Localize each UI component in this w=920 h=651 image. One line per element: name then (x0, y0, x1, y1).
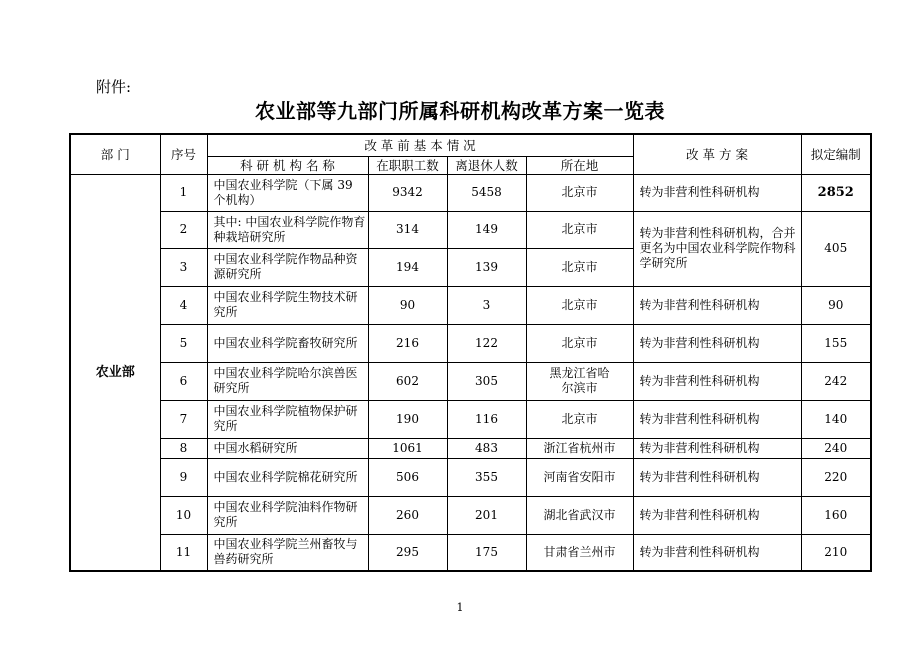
plan-cell: 转为非营利性科研机构 (633, 324, 801, 362)
staff-cell: 1061 (368, 438, 447, 458)
location-cell: 湖北省武汉市 (526, 496, 633, 534)
retired-cell: 201 (447, 496, 526, 534)
institution-cell: 其中: 中国农业科学院作物育种栽培研究所 (207, 211, 368, 248)
quota-cell: 240 (801, 438, 871, 458)
institution-cell: 中国农业科学院哈尔滨兽医研究所 (207, 362, 368, 400)
quota-cell: 160 (801, 496, 871, 534)
plan-cell: 转为非营利性科研机构 (633, 496, 801, 534)
quota-cell: 210 (801, 534, 871, 571)
location-cell: 北京市 (526, 324, 633, 362)
retired-cell: 3 (447, 286, 526, 324)
institution-cell: 中国农业科学院棉花研究所 (207, 458, 368, 496)
staff-cell: 216 (368, 324, 447, 362)
retired-cell: 305 (447, 362, 526, 400)
plan-cell: 转为非营利性科研机构 (633, 174, 801, 211)
staff-cell: 260 (368, 496, 447, 534)
location-cell: 北京市 (526, 211, 633, 248)
header-location: 所在地 (526, 156, 633, 174)
retired-cell: 116 (447, 400, 526, 438)
institution-cell: 中国农业科学院畜牧研究所 (207, 324, 368, 362)
table-row (70, 496, 871, 534)
retired-cell: 122 (447, 324, 526, 362)
table-row (70, 211, 871, 248)
staff-cell: 506 (368, 458, 447, 496)
location-cell: 黑龙江省哈尔滨市 (526, 362, 633, 400)
staff-cell: 190 (368, 400, 447, 438)
institution-cell: 中国农业科学院油料作物研究所 (207, 496, 368, 534)
plan-cell: 转为非营利性科研机构 (633, 400, 801, 438)
header-retired: 离退休人数 (447, 156, 526, 174)
reform-table (69, 133, 872, 572)
retired-cell: 139 (447, 248, 526, 286)
quota-cell: 155 (801, 324, 871, 362)
location-cell: 河南省安阳市 (526, 458, 633, 496)
retired-cell: 149 (447, 211, 526, 248)
quota-cell: 140 (801, 400, 871, 438)
department-cell: 农业部 (70, 174, 160, 571)
location-cell: 北京市 (526, 400, 633, 438)
institution-cell: 中国农业科学院植物保护研究所 (207, 400, 368, 438)
seq-cell: 9 (160, 458, 207, 496)
quota-cell: 2852 (801, 174, 871, 211)
institution-cell: 中国农业科学院作物品种资源研究所 (207, 248, 368, 286)
seq-cell: 1 (160, 174, 207, 211)
header-staff: 在职职工数 (368, 156, 447, 174)
page-number: 1 (456, 601, 464, 614)
seq-cell: 10 (160, 496, 207, 534)
plan-cell: 转为非营利性科研机构 (633, 458, 801, 496)
table-row (70, 362, 871, 400)
seq-cell: 5 (160, 324, 207, 362)
staff-cell: 90 (368, 286, 447, 324)
seq-cell: 3 (160, 248, 207, 286)
seq-cell: 11 (160, 534, 207, 571)
seq-cell: 7 (160, 400, 207, 438)
plan-cell: 转为非营利性科研机构 (633, 438, 801, 458)
staff-cell: 194 (368, 248, 447, 286)
seq-cell: 6 (160, 362, 207, 400)
header-before-group: 改 革 前 基 本 情 况 (207, 134, 633, 156)
plan-cell: 转为非营利性科研机构 (633, 362, 801, 400)
location-cell: 北京市 (526, 248, 633, 286)
header-dept: 部 门 (70, 134, 160, 174)
table-row (70, 400, 871, 438)
location-cell: 甘肃省兰州市 (526, 534, 633, 571)
retired-cell: 175 (447, 534, 526, 571)
institution-cell: 中国农业科学院（下属 39 个机构） (207, 174, 368, 211)
annex-label: 附件: (96, 78, 132, 96)
staff-cell: 9342 (368, 174, 447, 211)
page-title: 农业部等九部门所属科研机构改革方案一览表 (255, 99, 665, 123)
staff-cell: 295 (368, 534, 447, 571)
plan-cell: 转为非营利性科研机构 (633, 534, 801, 571)
table-row (70, 324, 871, 362)
quota-cell: 90 (801, 286, 871, 324)
seq-cell: 2 (160, 211, 207, 248)
staff-cell: 314 (368, 211, 447, 248)
retired-cell: 483 (447, 438, 526, 458)
plan-cell: 转为非营利性科研机构 (633, 286, 801, 324)
staff-cell: 602 (368, 362, 447, 400)
table-row (70, 438, 871, 458)
merged-quota-cell: 405 (801, 211, 871, 286)
location-cell: 浙江省杭州市 (526, 438, 633, 458)
table-row (70, 286, 871, 324)
quota-cell: 220 (801, 458, 871, 496)
header-institution: 科 研 机 构 名 称 (207, 156, 368, 174)
seq-cell: 8 (160, 438, 207, 458)
header-quota: 拟定编制 (801, 134, 871, 174)
institution-cell: 中国农业科学院兰州畜牧与兽药研究所 (207, 534, 368, 571)
table-row (70, 458, 871, 496)
retired-cell: 5458 (447, 174, 526, 211)
institution-cell: 中国水稻研究所 (207, 438, 368, 458)
header-seq: 序号 (160, 134, 207, 174)
table-row (70, 534, 871, 571)
seq-cell: 4 (160, 286, 207, 324)
table-row (70, 174, 871, 211)
location-cell: 北京市 (526, 286, 633, 324)
location-cell: 北京市 (526, 174, 633, 211)
quota-cell: 242 (801, 362, 871, 400)
retired-cell: 355 (447, 458, 526, 496)
header-plan: 改 革 方 案 (633, 134, 801, 174)
institution-cell: 中国农业科学院生物技术研究所 (207, 286, 368, 324)
merged-plan-cell: 转为非营利性科研机构，合并更名为中国农业科学院作物科学研究所 (633, 211, 801, 286)
